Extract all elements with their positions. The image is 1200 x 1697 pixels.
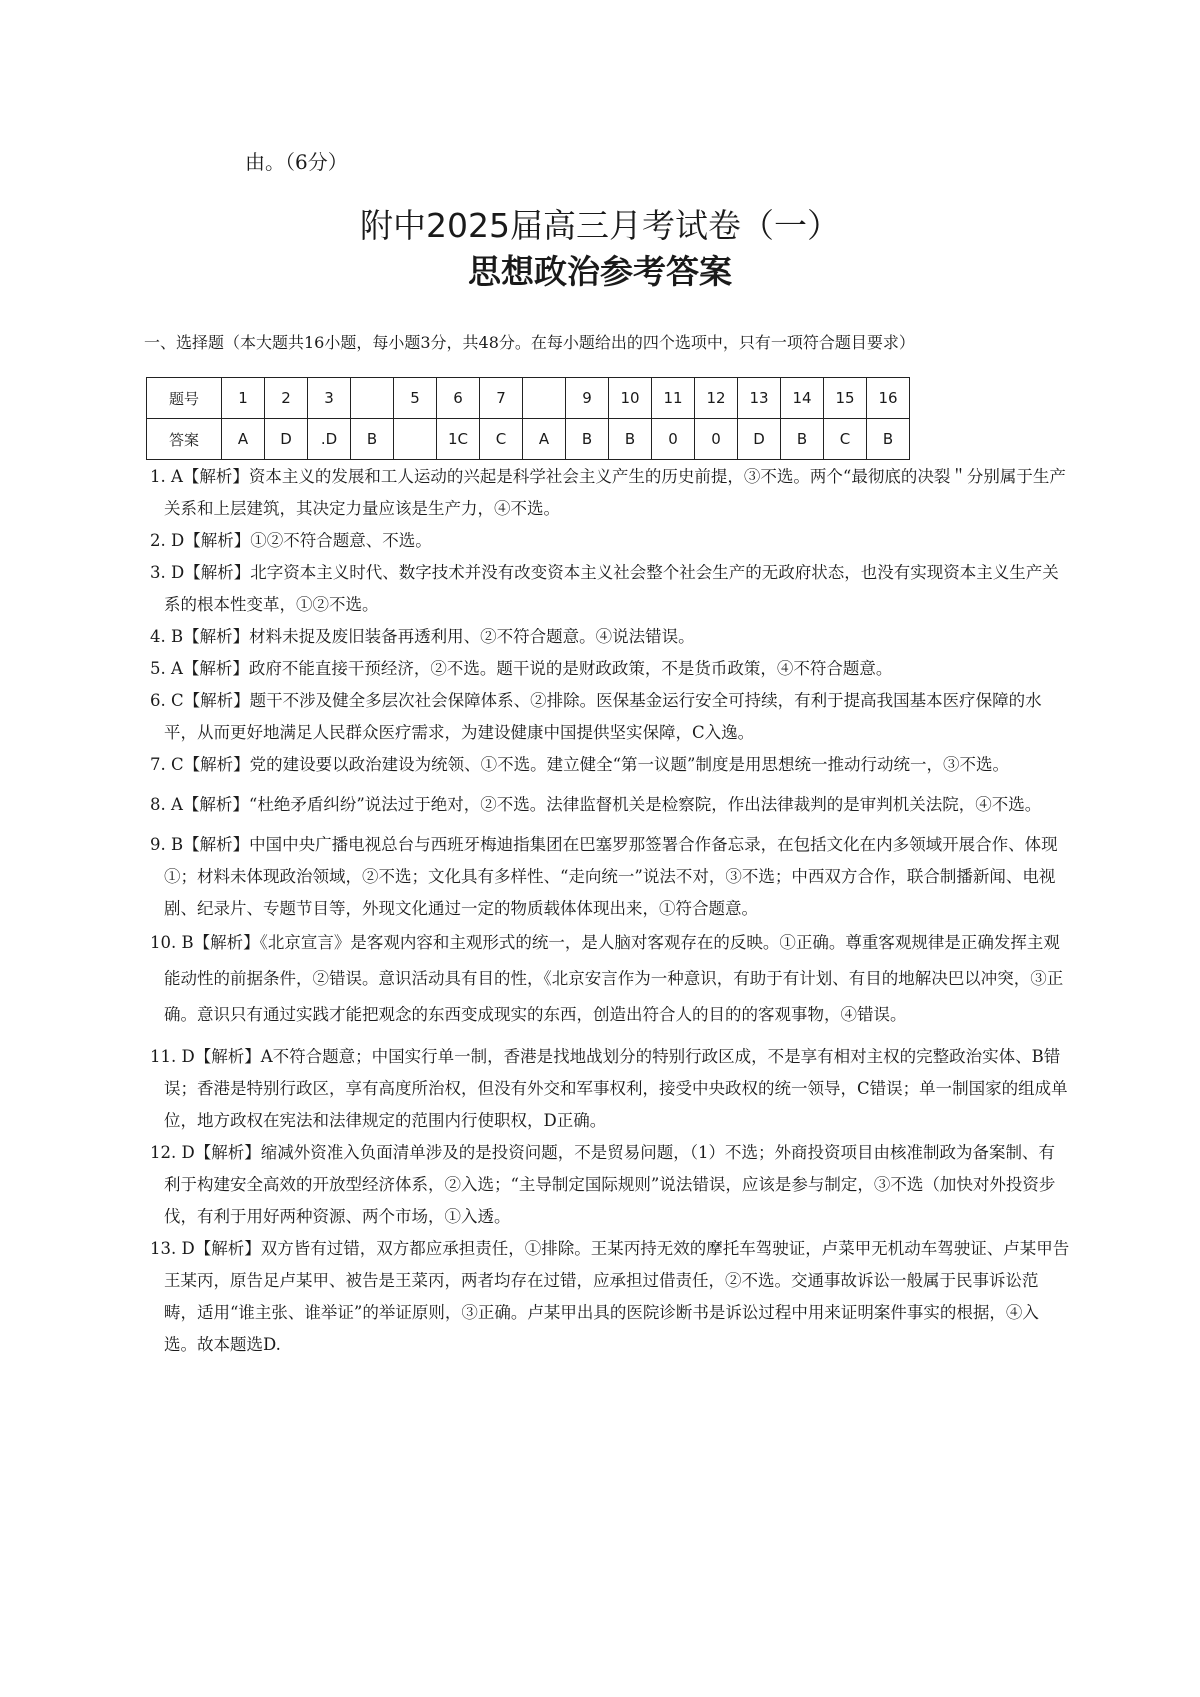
- question-number-row: [147, 378, 910, 419]
- section-heading: 一、选择题（本大题共16小题，每小题3分，共48分。在每小题给出的四个选项中，只有一项符合题目要求）: [144, 333, 915, 352]
- question-number-cell: 6: [437, 378, 480, 419]
- question-number-cell: [523, 378, 566, 419]
- question-number-cell: 14: [781, 378, 824, 419]
- exam-title: 附中2025届高三月考试卷（一）: [360, 206, 840, 245]
- answer-cell: 0: [652, 419, 695, 460]
- answer-key-title: 思想政治参考答案: [468, 252, 732, 291]
- explanation-item: 11. D【解析】A不符合题意；中国实行单一制，香港是找地战划分的特别行政区成，不是享有相对主权的完整政治实体、B错误；香港是特别行政区，享有高度所治权，但没有外交和军事权利，接受中央政权的统一领导，C错误；单一制国家的组成单位，地方政权在宪法和法律规定的范围内行使职权，D正确。: [150, 1047, 1068, 1130]
- answer-cell: C: [480, 419, 523, 460]
- explanation-list: [150, 461, 1070, 1361]
- explanation-item: 3. D【解析】北字资本主义时代、数字技术并没有改变资本主义社会整个社会生产的无政府状态，也没有实现资本主义生产关系的根本性变革，①②不选。: [150, 563, 1059, 614]
- question-number-cell: 1: [222, 378, 265, 419]
- question-number-cell: 12: [695, 378, 738, 419]
- answer-cell: .D: [308, 419, 351, 460]
- answer-cell: 1C: [437, 419, 480, 460]
- explanation-item: 2. D【解析】①②不符合题意、不选。: [150, 531, 432, 550]
- explanation-item: 4. B【解析】材料未捉及废旧装备再透利用、②不符合题意。④说法错误。: [150, 627, 695, 646]
- explanation-item: 8. A【解析】“杜绝矛盾纠纷”说法过于绝对，②不选。法律监督机关是检察院，作出法律裁判的是审判机关法院，④不选。: [150, 795, 1042, 814]
- row-label-answer: 答案: [147, 419, 222, 460]
- answer-cell: C: [824, 419, 867, 460]
- explanation-item: 10. B【解析】《北京宣言》是客观内容和主观形式的统一，是人脑对客观存在的反映。①正确。尊重客观规律是正确发挥主观能动性的前据条件，②错误。意识活动具有目的性，《北京安言作为一种意识，有助于有计划、有目的地解决巴以冲突，③正确。意识只有通过实践才能把观念的东西变成现实的东西，创造出符合人的目的的客观事物，④错误。: [150, 933, 1064, 1024]
- question-number-cell: 7: [480, 378, 523, 419]
- row-label-question-number: 题号: [147, 378, 222, 419]
- answer-cell: B: [781, 419, 824, 460]
- explanation-item: 1. A【解析】资本主义的发展和工人运动的兴起是科学社会主义产生的历史前提，③不选。两个“最彻底的决裂＂分别属于生产关系和上层建筑，其决定力量应该是生产力，④不选。: [150, 467, 1066, 518]
- explanation-item: 5. A【解析】政府不能直接干预经济，②不选。题干说的是财政政策，不是货币政策，④不符合题意。: [150, 659, 893, 678]
- answer-cell: 0: [695, 419, 738, 460]
- question-number-cell: [351, 378, 394, 419]
- explanation-item: 6. C【解析】题干不涉及健全多层次社会保障体系、②排除。医保基金运行安全可持续，有利于提高我国基本医疗保障的水平，从而更好地满足人民群众医疗需求，为建设健康中国提供坚实保障，C入逸。: [150, 691, 1042, 742]
- question-number-cell: 11: [652, 378, 695, 419]
- previous-page-fragment: 由。（6分）: [245, 150, 348, 174]
- answer-cell: [394, 419, 437, 460]
- answer-cell: B: [351, 419, 394, 460]
- answer-cell: A: [222, 419, 265, 460]
- answer-cell: B: [566, 419, 609, 460]
- question-number-cell: 16: [867, 378, 910, 419]
- explanation-item: 7. C【解析】党的建设要以政治建设为统领、①不选。建立健全“第一议题”制度是用思想统一推动行动统一，③不选。: [150, 755, 1009, 774]
- question-number-cell: 9: [566, 378, 609, 419]
- answer-table: [146, 377, 910, 460]
- answer-cell: B: [609, 419, 652, 460]
- answer-cell: D: [265, 419, 308, 460]
- explanation-item: 9. B【解析】中国中央广播电视总台与西班牙梅迪指集团在巴塞罗那签署合作备忘录，在包括文化在内多领域开展合作、体现①；材料未体现政治领域，②不选；文化具有多样性、“走向统一”说法不对，③不选；中西双方合作，联合制播新闻、电视剧、纪录片、专题节目等，外现文化通过一定的物质载体体现出来，①符合题意。: [150, 835, 1058, 918]
- question-number-cell: 5: [394, 378, 437, 419]
- question-number-cell: 13: [738, 378, 781, 419]
- answer-cell: B: [867, 419, 910, 460]
- question-number-cell: 15: [824, 378, 867, 419]
- question-number-cell: 10: [609, 378, 652, 419]
- answer-row: [147, 419, 910, 460]
- answer-cell: A: [523, 419, 566, 460]
- explanation-item: 13. D【解析】双方皆有过错，双方都应承担责任，①排除。王某丙持无效的摩托车驾驶证，卢菜甲无机动车驾驶证、卢某甲告王某丙，原告足卢某甲、被告是王菜丙，两者均存在过错，应承担过借责任，②不选。交通事故诉讼一般属于民事诉讼范畴，适用“谁主张、谁举证”的举证原则，③正确。卢某甲出具的医院诊断书是诉讼过程中用来证明案件事实的根据，④入选。故本题选D.: [150, 1239, 1070, 1354]
- explanation-item: 12. D【解析】缩减外资准入负面清单涉及的是投资问题，不是贸易问题，（1）不选；外商投资项目由核准制政为备案制、有利于构建安全高效的开放型经济体系，②入选；“主导制定国际规则”说法错误，应该是参与制定，③不选（加快对外投资步伐，有利于用好两种资源、两个市场，①入透。: [150, 1143, 1056, 1226]
- answer-cell: D: [738, 419, 781, 460]
- question-number-cell: 2: [265, 378, 308, 419]
- question-number-cell: 3: [308, 378, 351, 419]
